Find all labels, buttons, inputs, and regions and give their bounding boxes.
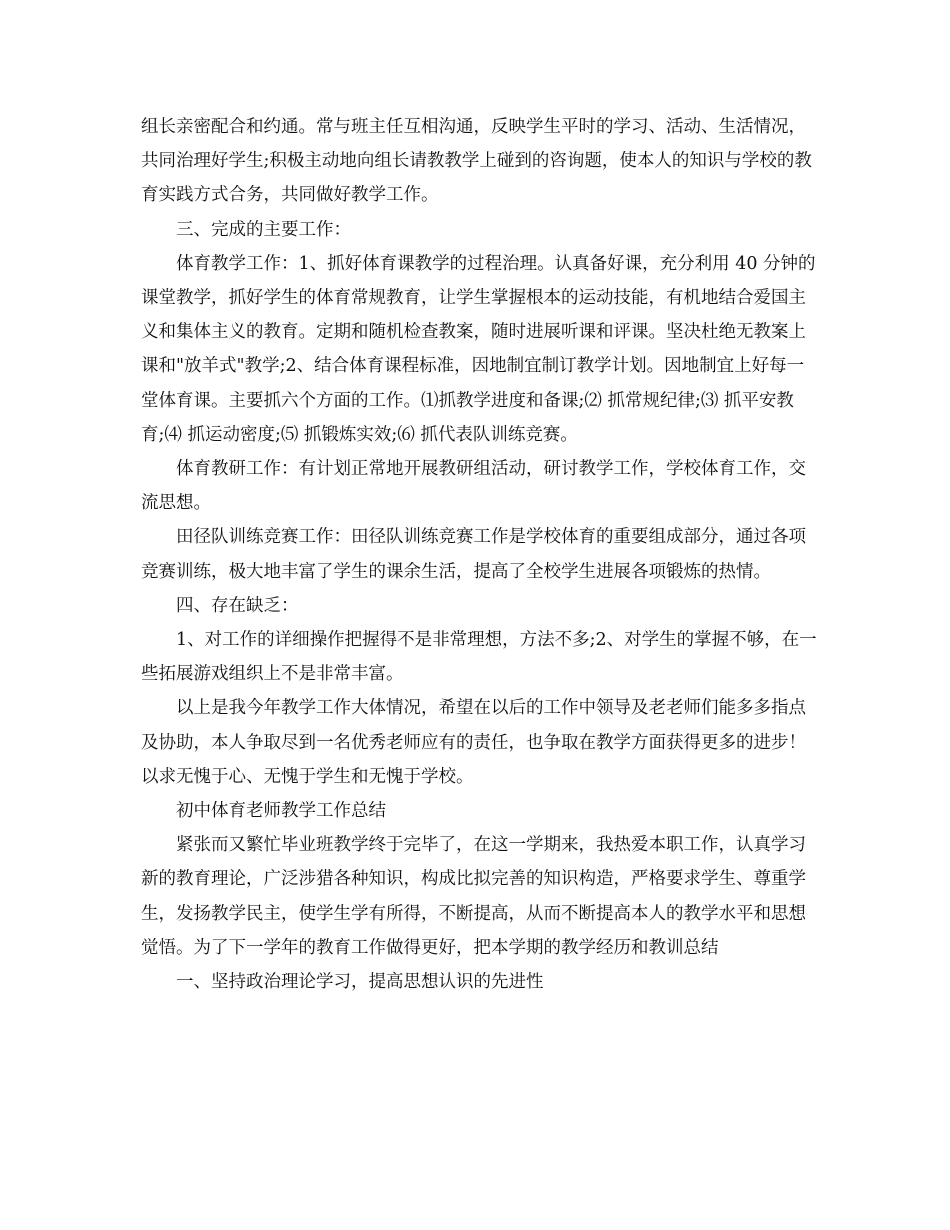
article-title: 初中体育老师教学工作总结 [176, 801, 386, 822]
section-heading-shortcomings: 四、存在缺乏： [176, 595, 299, 616]
paragraph-pe-teaching: 体育教学工作：1、抓好体育课教学的过程治理。认真备好课，充分利用 40 分钟的课堂教学，抓好学生的体育常规教育，让学生掌握根本的运动技能，有机地结合爱国主义和集体主义的教育。定期和随机检查教案，随时进展听课和评课。坚决杜绝无教案上课和"放羊式"教学;2、结合体育课程标准，因地制宜制订教学计划。因地制宜上好每一堂体育课。主要抓六个方面的工作。⑴抓教学进度和备课;⑵ 抓常规纪律;⑶ 抓平安教育;⑷ 抓运动密度;⑸ 抓锻炼实效;⑹ 抓代表队训练竞赛。 [141, 253, 816, 445]
paragraph-shortcomings: 1、对工作的详细操作把握得不是非常理想，方法不多;2、对学生的掌握不够，在一些拓展游戏组织上不是非常丰富。 [141, 630, 817, 685]
paragraph-conclusion: 以上是我今年教学工作大体情况，希望在以后的工作中领导及老老师们能多多指点及协助，本人争取尽到一名优秀老师应有的责任，也争取在教学方面获得更多的进步！以求无愧于心、无愧于学生和无愧于学校。 [141, 698, 806, 787]
section-heading-main-work: 三、完成的主要工作： [176, 219, 351, 240]
document-body [141, 110, 821, 999]
paragraph-continuation: 组长亲密配合和约通。常与班主任互相沟通，反映学生平时的学习、活动、生活情况，共同治理好学生;积极主动地向组长请教教学上碰到的咨询题，使本人的知识与学校的教育实践方式合务，共同做好教学工作。 [141, 117, 812, 206]
section-heading-political-study: 一、坚持政治理论学习，提高思想认识的先进性 [176, 972, 544, 993]
paragraph-pe-research: 体育教研工作：有计划正常地开展教研组活动，研讨教学工作，学校体育工作，交流思想。 [141, 459, 806, 514]
paragraph-track-team: 田径队训练竞赛工作：田径队训练竞赛工作是学校体育的重要组成部分，通过各项竞赛训练，极大地丰富了学生的课余生活，提高了全校学生进展各项锻炼的热情。 [141, 527, 806, 582]
paragraph-intro: 紧张而又繁忙毕业班教学终于完毕了，在这一学期来，我热爱本职工作，认真学习新的教育理论，广泛涉猎各种知识，构成比拟完善的知识构造，严格要求学生、尊重学生，发扬教学民主，使学生学有所得，不断提高，从而不断提高本人的教学水平和思想觉悟。为了下一学年的教育工作做得更好，把本学期的教学经历和教训总结 [141, 835, 806, 958]
